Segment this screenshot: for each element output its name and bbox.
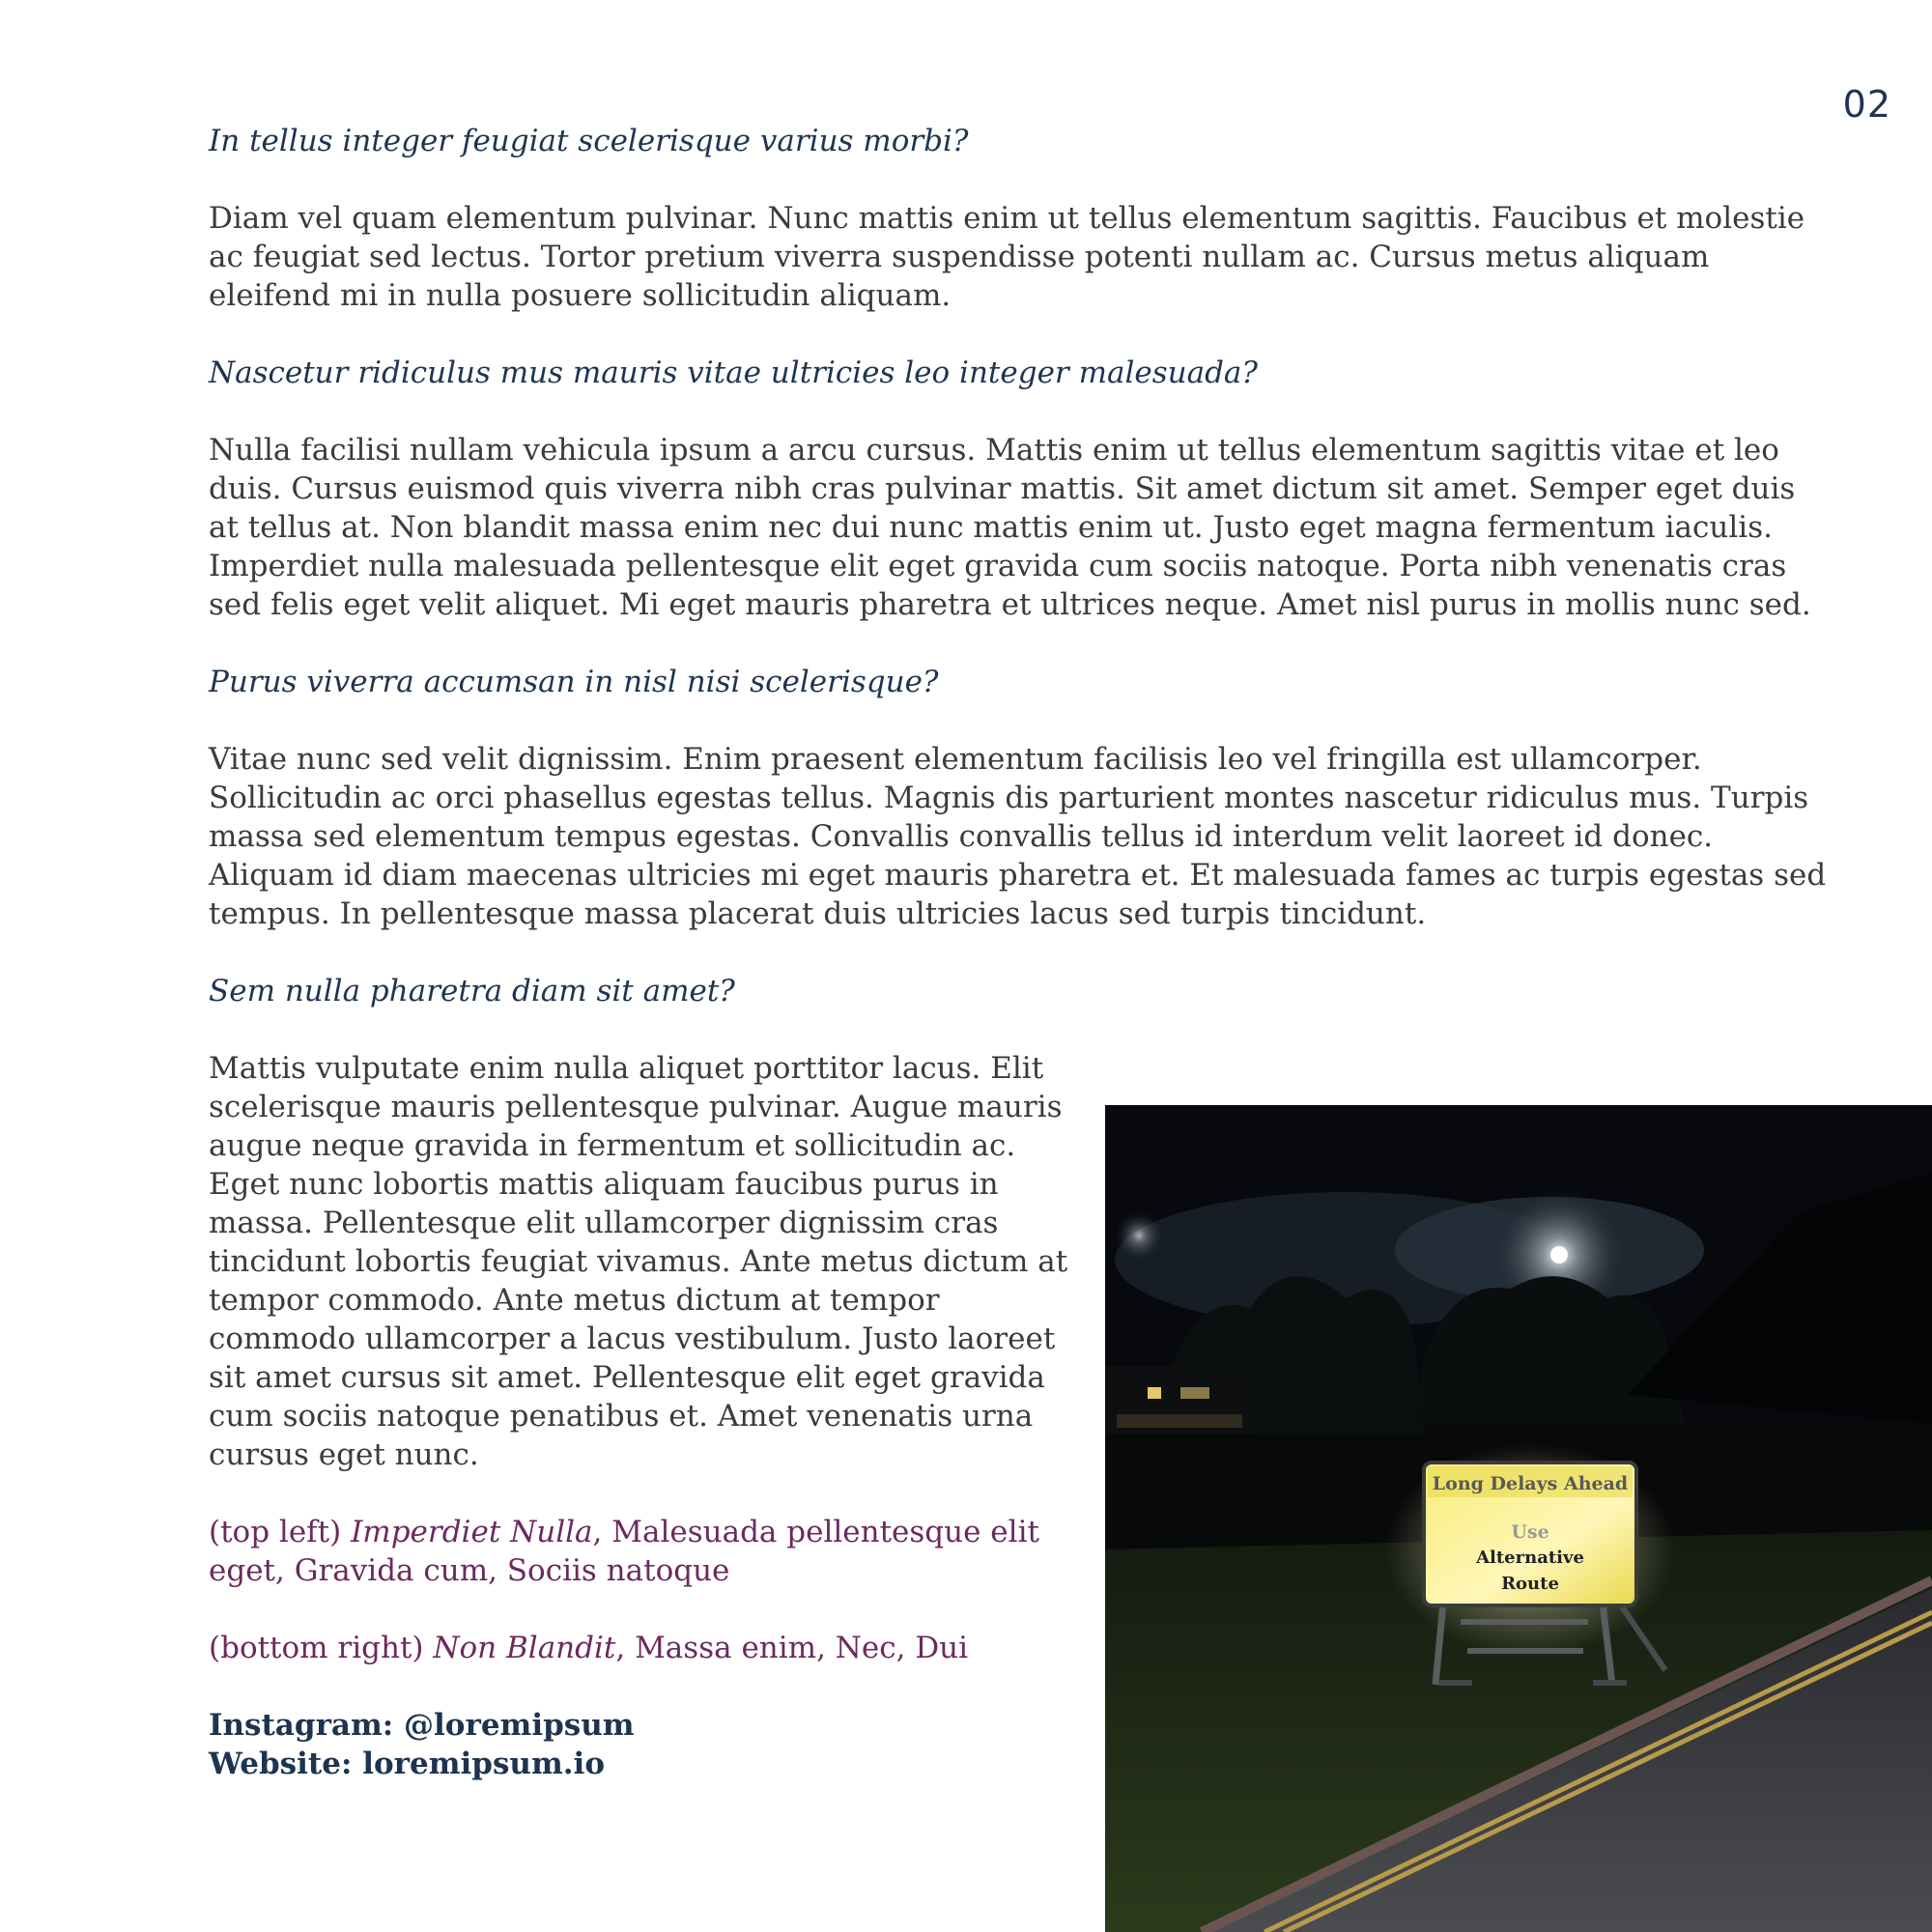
- credit-title: Non Blandit: [433, 1631, 616, 1665]
- page-number: 02: [1842, 83, 1891, 126]
- credit-position: (bottom right): [209, 1631, 424, 1665]
- question-2: Nascetur ridiculus mus mauris vitae ultricies leo integer malesuada?: [209, 355, 1259, 390]
- answer-2: Nulla facilisi nullam vehicula ipsum a arcu cursus. Mattis enim ut tellus elementum sagittis vitae et leo duis. Cursus euismod quis viverra nibh cras pulvinar mattis. Sit amet dictum sit amet. Semper eget duis at tellus at. Non blandit massa enim nec dui nunc mattis enim ut. Justo eget magna fermentum iaculis. Imperdiet nulla malesuada pellentesque elit eget gravida cum sociis natoque. Porta nibh venenatis cras sed felis eget velit aliquet. Mi eget mauris pharetra et ultrices neque. Amet nisl purus in mollis nunc sed.: [209, 433, 1811, 622]
- sign-line-use: Use: [1511, 1521, 1549, 1543]
- answer-1: Diam vel quam elementum pulvinar. Nunc mattis enim ut tellus elementum sagittis. Faucibus et molestie ac feugiat sed lectus. Tortor pretium viverra suspendisse potenti nullam ac. Cursus metus aliquam eleifend mi in nulla posuere sollicitudin aliquam.: [209, 201, 1805, 313]
- website-link: Website: loremipsum.io: [209, 1747, 605, 1781]
- credit-title: Imperdiet Nulla: [351, 1515, 593, 1549]
- photo-credit-top-left: [209, 1513, 1078, 1590]
- question-4: Sem nulla pharetra diam sit amet?: [209, 974, 735, 1009]
- photo-credit-bottom-right: [209, 1629, 1078, 1667]
- sign-headline: Long Delays Ahead: [1432, 1473, 1629, 1494]
- sign-line-route: Route: [1501, 1574, 1559, 1594]
- answer-4: Mattis vulputate enim nulla aliquet porttitor lacus. Elit scelerisque mauris pellentesque pulvinar. Augue mauris augue neque gravida in fermentum et sollicitudin ac. Eget nunc lobortis mattis aliquam faucibus purus in massa. Pellentesque elit ullamcorper dignissim cras tincidunt lobortis feugiat vivamus. Ante metus dictum at tempor commodo. Ante metus dictum at tempor commodo ullamcorper a lacus vestibulum. Justo laoreet sit amet cursus sit amet. Pellentesque elit eget gravida cum sociis natoque penatibus et. Amet venenatis urna cursus eget nunc.: [209, 1051, 1068, 1472]
- instagram-handle: Instagram: @loremipsum: [209, 1708, 635, 1743]
- question-1: In tellus integer feugiat scelerisque varius morbi?: [209, 124, 969, 158]
- credit-details: , Malesuada pellentesque elit eget, Gravida cum, Sociis natoque: [209, 1515, 1039, 1588]
- sign-line-alternative: Alternative: [1476, 1548, 1584, 1568]
- night-road-photo: [1105, 1105, 1932, 1932]
- credit-details: , Massa enim, Nec, Dui: [615, 1631, 969, 1665]
- answer-3: Vitae nunc sed velit dignissim. Enim praesent elementum facilisis leo vel fringilla est ullamcorper. Sollicitudin ac orci phasellus egestas tellus. Magnis dis parturient montes nascetur ridiculus mus. Turpis massa sed elementum tempus egestas. Convallis convallis tellus id interdum velit laoreet id donec. Aliquam id diam maecenas ultricies mi eget mauris pharetra et. Et malesuada fames ac turpis egestas sed tempus. In pellentesque massa placerat duis ultricies lacus sed turpis tincidunt.: [209, 742, 1827, 931]
- question-3: Purus viverra accumsan in nisl nisi scelerisque?: [209, 665, 939, 699]
- credit-position: (top left): [209, 1515, 342, 1549]
